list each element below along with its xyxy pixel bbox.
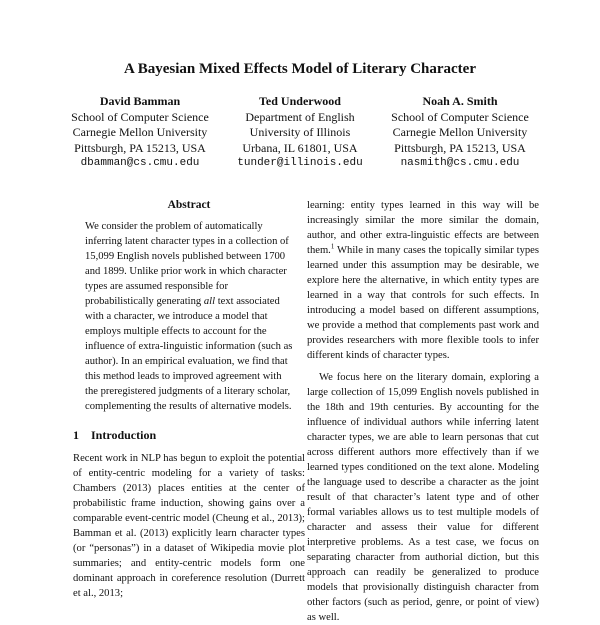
right-column <box>307 198 539 625</box>
body-paragraph: learning: entity types learned in this way will be increasingly similar the more similar the domain, author, and other extra-linguistic effects are between them.$^1$ While in many cases the topically similar types learned under this assumption may be desirable, we explore here the alternative, in which entity types are learned in a way that controls for such effects. In introducing a model based on different assumptions, we provide a method that complements past work and provides researchers with more flexible tools to infer different kinds of character types. <box>307 200 539 361</box>
author-1 <box>60 94 220 172</box>
author-email: dbamman@cs.cmu.edu <box>80 157 200 169</box>
author-email: tunder@illinois.edu <box>237 157 363 169</box>
abstract-text: We consider the problem of automatically inferring latent character types in a collection of 15,099 English novels published between 1700 and 1899. Unlike prior work in which character types are assumed responsible for probabilistically generating all text associated with a character, we introduce a model that employs multiple effects to account for the influence of extra-linguistic information (such as author). In an empirical evaluation, we find that this method leads to improved agreement with the preregistered judgments of a literary scholar, complementing the results of alternative models. <box>85 221 293 412</box>
introduction-body <box>73 451 305 601</box>
abstract-heading: Abstract <box>167 199 211 211</box>
left-column <box>73 198 305 601</box>
author-location: Pittsburgh, PA 15213, USA <box>74 140 206 155</box>
author-2 <box>220 94 380 172</box>
section-heading <box>73 428 305 443</box>
author-name: David Bamman <box>99 94 181 108</box>
author-name: Ted Underwood <box>259 94 341 108</box>
paper-title: A Bayesian Mixed Effects Model of Literary Character <box>124 61 476 77</box>
section-number: 1 <box>73 428 79 442</box>
author-3 <box>380 94 540 172</box>
author-institution: University of Illinois <box>249 125 351 139</box>
author-block <box>60 94 540 174</box>
author-name: Noah A. Smith <box>422 94 498 108</box>
body-paragraph: We focus here on the literary domain, exploring a large collection of 15,099 English novels published in the 18th and 19th centuries. By accounting for the influence of individual authors while inferring latent character types, we are able to learn personas that cut across different authors more effectively than if we learned types conditioned on the text alone. Modeling the language used to describe a character as the joint result of that character’s latent type and of other formal variables allows us to test multiple models of character and assess their value for different interpretive problems. As a test case, we focus on separating character from authorial diction, but this approach can readily be generalized to produce models that provisionally distinguish character from other factors (such as period, genre, or point of view) as well. <box>307 372 539 623</box>
abstract <box>73 198 305 414</box>
author-affiliation: School of Computer Science <box>71 109 209 124</box>
author-affiliation: School of Computer Science <box>391 109 529 124</box>
abstract-emphasis: all <box>203 296 216 307</box>
footnote-mark: 1 <box>330 242 335 251</box>
author-location: Urbana, IL 61801, USA <box>242 140 358 155</box>
author-email: nasmith@cs.cmu.edu <box>400 157 520 169</box>
author-institution: Carnegie Mellon University <box>72 125 208 139</box>
section-title: Introduction <box>91 428 157 442</box>
author-institution: Carnegie Mellon University <box>392 125 528 139</box>
author-affiliation: Department of English <box>245 109 355 124</box>
introduction-paragraph: Recent work in NLP has begun to exploit the potential of entity-centric modeling for a variety of tasks: Chambers (2013) places entities at the center of probabilistic frame induction, showing gains over a comparable event-centric model (Cheung et al., 2013); Bamman et al. (2013) explicitly learn character types (or “personas”) in a dataset of Wikipedia movie plot summaries; and entity-centric models form one dominant approach in coreference resolution (Durrett et al., 2013; <box>73 453 305 599</box>
author-location: Pittsburgh, PA 15213, USA <box>394 140 526 155</box>
